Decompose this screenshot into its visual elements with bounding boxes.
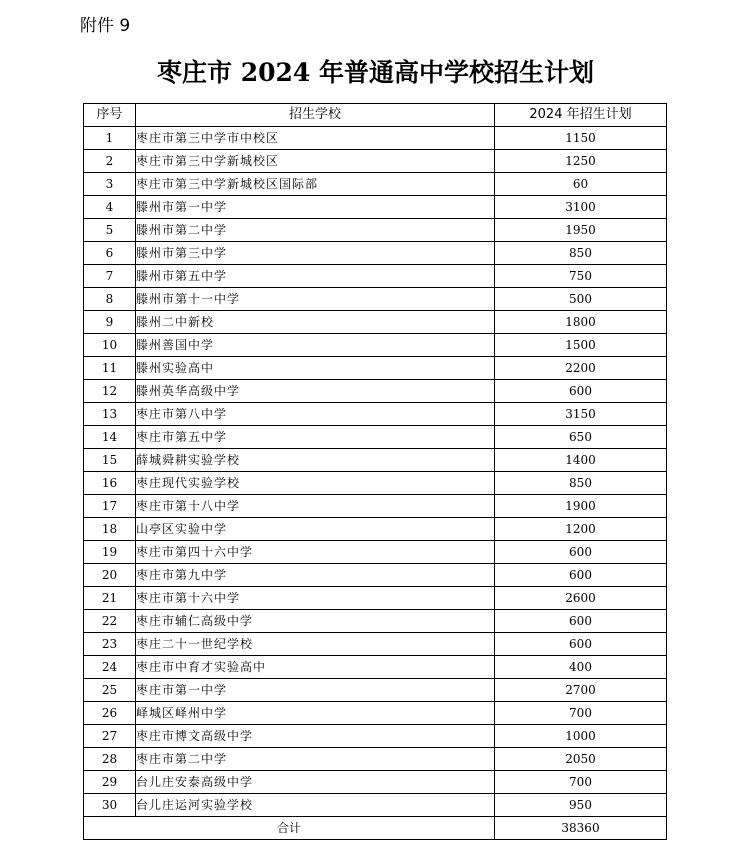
serial-number-cell: 17 bbox=[84, 495, 136, 518]
school-name-cell: 滕州市第三中学 bbox=[136, 242, 495, 265]
table-row bbox=[84, 587, 667, 610]
enrollment-plan-cell: 700 bbox=[495, 771, 667, 794]
header-enrollment-plan: 2024 年招生计划 bbox=[495, 104, 667, 127]
enrollment-plan-cell: 600 bbox=[495, 610, 667, 633]
serial-number-cell: 30 bbox=[84, 794, 136, 817]
serial-number-cell: 19 bbox=[84, 541, 136, 564]
school-name-cell: 滕州市第二中学 bbox=[136, 219, 495, 242]
school-name-cell: 枣庄市第十八中学 bbox=[136, 495, 495, 518]
serial-number-cell: 15 bbox=[84, 449, 136, 472]
enrollment-plan-cell: 60 bbox=[495, 173, 667, 196]
total-value: 38360 bbox=[495, 817, 667, 840]
table-row bbox=[84, 150, 667, 173]
table-row bbox=[84, 449, 667, 472]
serial-number-cell: 5 bbox=[84, 219, 136, 242]
enrollment-plan-cell: 2050 bbox=[495, 748, 667, 771]
table-row bbox=[84, 288, 667, 311]
serial-number-cell: 25 bbox=[84, 679, 136, 702]
school-name-cell: 枣庄现代实验学校 bbox=[136, 472, 495, 495]
attachment-label: 附件 9 bbox=[80, 16, 131, 36]
enrollment-plan-cell: 950 bbox=[495, 794, 667, 817]
serial-number-cell: 20 bbox=[84, 564, 136, 587]
school-name-cell: 枣庄二十一世纪学校 bbox=[136, 633, 495, 656]
serial-number-cell: 13 bbox=[84, 403, 136, 426]
table-row bbox=[84, 426, 667, 449]
enrollment-plan-cell: 600 bbox=[495, 380, 667, 403]
table-row bbox=[84, 242, 667, 265]
school-name-cell: 枣庄市第十六中学 bbox=[136, 587, 495, 610]
school-name-cell: 枣庄市中育才实验高中 bbox=[136, 656, 495, 679]
total-row bbox=[84, 817, 667, 840]
serial-number-cell: 6 bbox=[84, 242, 136, 265]
enrollment-plan-table bbox=[83, 103, 667, 840]
enrollment-plan-cell: 750 bbox=[495, 265, 667, 288]
table-row bbox=[84, 127, 667, 150]
enrollment-plan-cell: 700 bbox=[495, 702, 667, 725]
serial-number-cell: 3 bbox=[84, 173, 136, 196]
table-row bbox=[84, 357, 667, 380]
table-row bbox=[84, 771, 667, 794]
school-name-cell: 台儿庄运河实验学校 bbox=[136, 794, 495, 817]
table-row bbox=[84, 173, 667, 196]
table-header-row bbox=[84, 104, 667, 127]
serial-number-cell: 29 bbox=[84, 771, 136, 794]
table-row bbox=[84, 311, 667, 334]
table-row bbox=[84, 610, 667, 633]
school-name-cell: 薛城舜耕实验学校 bbox=[136, 449, 495, 472]
table-row bbox=[84, 656, 667, 679]
serial-number-cell: 16 bbox=[84, 472, 136, 495]
enrollment-plan-cell: 500 bbox=[495, 288, 667, 311]
school-name-cell: 滕州市第一中学 bbox=[136, 196, 495, 219]
table-row bbox=[84, 495, 667, 518]
enrollment-plan-cell: 2200 bbox=[495, 357, 667, 380]
enrollment-plan-cell: 650 bbox=[495, 426, 667, 449]
enrollment-plan-cell: 2600 bbox=[495, 587, 667, 610]
serial-number-cell: 18 bbox=[84, 518, 136, 541]
school-name-cell: 枣庄市第九中学 bbox=[136, 564, 495, 587]
serial-number-cell: 27 bbox=[84, 725, 136, 748]
enrollment-plan-cell: 1900 bbox=[495, 495, 667, 518]
table-row bbox=[84, 196, 667, 219]
table-row bbox=[84, 633, 667, 656]
serial-number-cell: 11 bbox=[84, 357, 136, 380]
school-name-cell: 滕州英华高级中学 bbox=[136, 380, 495, 403]
school-name-cell: 台儿庄安泰高级中学 bbox=[136, 771, 495, 794]
serial-number-cell: 12 bbox=[84, 380, 136, 403]
table-row bbox=[84, 380, 667, 403]
enrollment-plan-cell: 1500 bbox=[495, 334, 667, 357]
enrollment-plan-cell: 2700 bbox=[495, 679, 667, 702]
school-name-cell: 枣庄市第三中学市中校区 bbox=[136, 127, 495, 150]
serial-number-cell: 8 bbox=[84, 288, 136, 311]
enrollment-plan-cell: 1200 bbox=[495, 518, 667, 541]
table-row bbox=[84, 265, 667, 288]
school-name-cell: 枣庄市博文高级中学 bbox=[136, 725, 495, 748]
school-name-cell: 滕州市第五中学 bbox=[136, 265, 495, 288]
enrollment-plan-cell: 600 bbox=[495, 541, 667, 564]
serial-number-cell: 4 bbox=[84, 196, 136, 219]
serial-number-cell: 28 bbox=[84, 748, 136, 771]
header-serial-number: 序号 bbox=[84, 104, 136, 127]
serial-number-cell: 10 bbox=[84, 334, 136, 357]
school-name-cell: 峄城区峄州中学 bbox=[136, 702, 495, 725]
school-name-cell: 枣庄市第三中学新城校区国际部 bbox=[136, 173, 495, 196]
table-row bbox=[84, 679, 667, 702]
school-name-cell: 枣庄市第一中学 bbox=[136, 679, 495, 702]
serial-number-cell: 9 bbox=[84, 311, 136, 334]
table-row bbox=[84, 334, 667, 357]
serial-number-cell: 21 bbox=[84, 587, 136, 610]
table-body bbox=[84, 127, 667, 840]
enrollment-plan-cell: 600 bbox=[495, 564, 667, 587]
school-name-cell: 滕州实验高中 bbox=[136, 357, 495, 380]
serial-number-cell: 7 bbox=[84, 265, 136, 288]
header-school: 招生学校 bbox=[136, 104, 495, 127]
total-label: 合计 bbox=[84, 817, 495, 840]
table-row bbox=[84, 541, 667, 564]
enrollment-plan-cell: 1250 bbox=[495, 150, 667, 173]
table-row bbox=[84, 702, 667, 725]
enrollment-plan-cell: 1150 bbox=[495, 127, 667, 150]
school-name-cell: 枣庄市第五中学 bbox=[136, 426, 495, 449]
school-name-cell: 滕州市第十一中学 bbox=[136, 288, 495, 311]
enrollment-plan-cell: 1800 bbox=[495, 311, 667, 334]
table-row bbox=[84, 748, 667, 771]
enrollment-plan-cell: 3150 bbox=[495, 403, 667, 426]
table-row bbox=[84, 219, 667, 242]
enrollment-plan-cell: 850 bbox=[495, 472, 667, 495]
enrollment-plan-cell: 1000 bbox=[495, 725, 667, 748]
serial-number-cell: 22 bbox=[84, 610, 136, 633]
serial-number-cell: 23 bbox=[84, 633, 136, 656]
enrollment-plan-cell: 600 bbox=[495, 633, 667, 656]
school-name-cell: 枣庄市第四十六中学 bbox=[136, 541, 495, 564]
enrollment-plan-cell: 3100 bbox=[495, 196, 667, 219]
serial-number-cell: 2 bbox=[84, 150, 136, 173]
table-row bbox=[84, 725, 667, 748]
school-name-cell: 枣庄市辅仁高级中学 bbox=[136, 610, 495, 633]
school-name-cell: 枣庄市第三中学新城校区 bbox=[136, 150, 495, 173]
table-row bbox=[84, 518, 667, 541]
school-name-cell: 山亭区实验中学 bbox=[136, 518, 495, 541]
table-row bbox=[84, 794, 667, 817]
serial-number-cell: 14 bbox=[84, 426, 136, 449]
table-row bbox=[84, 564, 667, 587]
enrollment-plan-cell: 1400 bbox=[495, 449, 667, 472]
serial-number-cell: 26 bbox=[84, 702, 136, 725]
school-name-cell: 滕州善国中学 bbox=[136, 334, 495, 357]
school-name-cell: 枣庄市第八中学 bbox=[136, 403, 495, 426]
enrollment-plan-cell: 1950 bbox=[495, 219, 667, 242]
serial-number-cell: 1 bbox=[84, 127, 136, 150]
school-name-cell: 滕州二中新校 bbox=[136, 311, 495, 334]
enrollment-plan-cell: 400 bbox=[495, 656, 667, 679]
school-name-cell: 枣庄市第二中学 bbox=[136, 748, 495, 771]
table-row bbox=[84, 403, 667, 426]
table-row bbox=[84, 472, 667, 495]
serial-number-cell: 24 bbox=[84, 656, 136, 679]
document-title: 枣庄市 2024 年普通高中学校招生计划 bbox=[157, 58, 594, 87]
enrollment-plan-cell: 850 bbox=[495, 242, 667, 265]
